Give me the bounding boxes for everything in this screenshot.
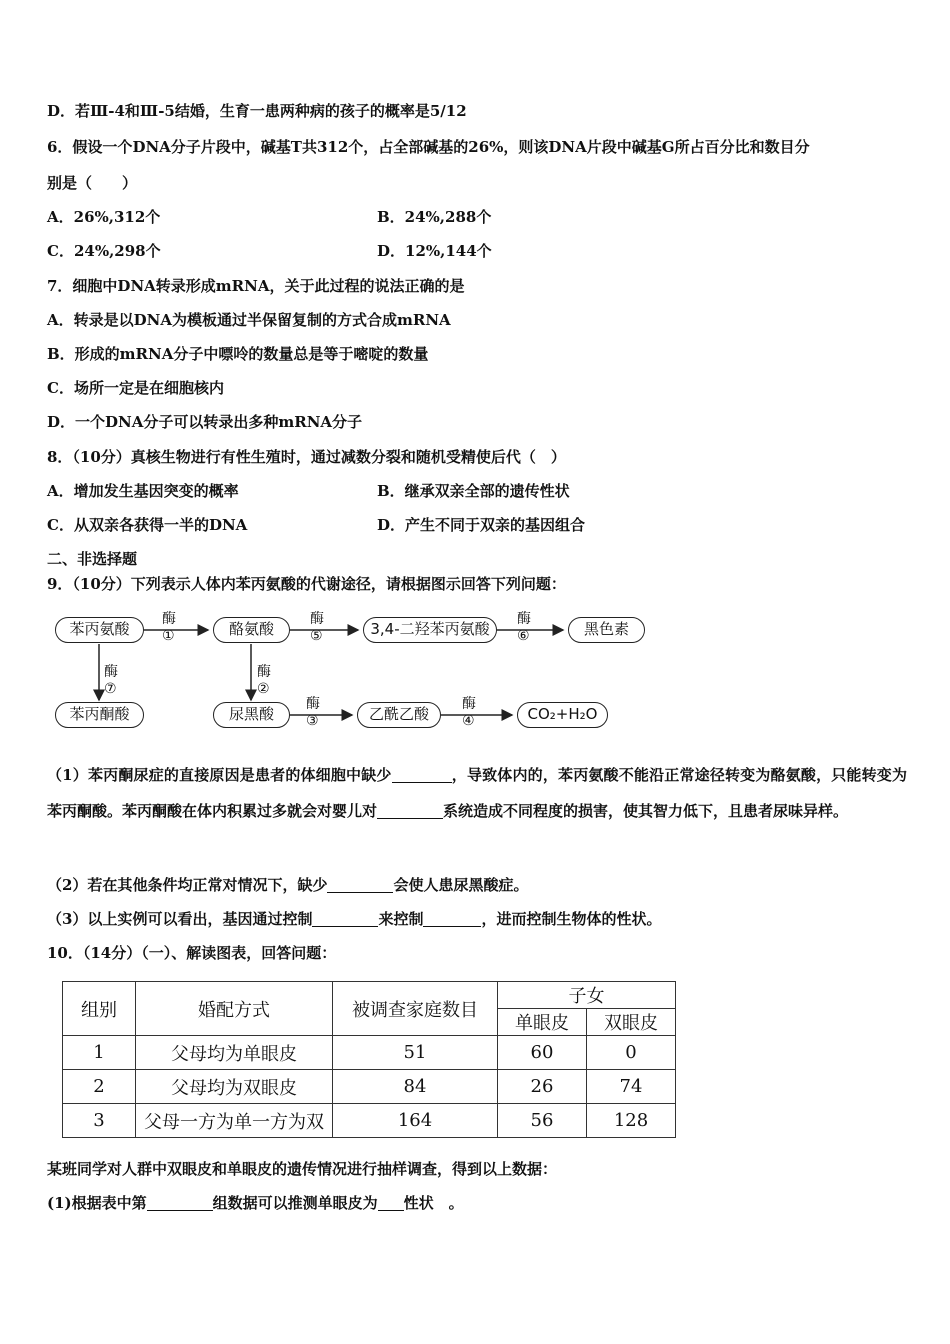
q8-option-a: A．增加发生基因突变的概率 xyxy=(47,482,239,500)
q10-intro: 某班同学对人群中双眼皮和单眼皮的遗传情况进行抽样调查，得到以上数据： xyxy=(47,1160,558,1178)
label-enzyme-6: 酶⑥ xyxy=(517,611,531,644)
cell-mating: 父母均为双眼皮 xyxy=(136,1070,333,1104)
cell-group: 2 xyxy=(63,1070,136,1104)
q9-part1-blank-2[interactable] xyxy=(377,802,443,819)
q10-part1-text-c: 性状 。 xyxy=(403,1194,464,1212)
cell-group: 1 xyxy=(63,1036,136,1070)
label-enzyme-2: 酶② xyxy=(257,664,271,697)
q8-option-d: D．产生不同于双亲的基因组合 xyxy=(377,516,586,534)
header-mating: 婚配方式 xyxy=(136,982,333,1036)
q9-part2-text-b: 会使人患尿黑酸症。 xyxy=(393,876,529,894)
q10-part1-blank-2[interactable] xyxy=(378,1194,404,1211)
header-families: 被调查家庭数目 xyxy=(333,982,498,1036)
label-enzyme-3: 酶③ xyxy=(306,696,320,729)
q9-part3-text-c: ，进而控制生物体的性状。 xyxy=(481,910,662,928)
q8-option-b: B．继承双亲全部的遗传性状 xyxy=(377,482,570,500)
q9-part1-text-a: （1）苯丙酮尿症的直接原因是患者的体细胞中缺少 xyxy=(47,766,392,784)
cell-double: 74 xyxy=(587,1070,676,1104)
table-row xyxy=(63,1070,676,1104)
label-enzyme-7: 酶⑦ xyxy=(104,664,118,697)
q9-part2-text-a: （2）若在其他条件均正常对情况下，缺少 xyxy=(47,876,328,894)
header-offspring: 子女 xyxy=(498,982,676,1009)
cell-mating: 父母一方为单一方为双 xyxy=(136,1104,333,1138)
q7-option-c: C．场所一定是在细胞核内 xyxy=(47,379,224,397)
label-enzyme-1: 酶① xyxy=(162,611,176,644)
q10-part1 xyxy=(47,1193,464,1213)
node-homogentisate: 尿黑酸 xyxy=(213,702,290,728)
cell-single: 56 xyxy=(498,1104,587,1138)
q9-part2 xyxy=(47,875,528,895)
q10-part1-text-b: 组数据可以推测单眼皮为 xyxy=(212,1194,378,1212)
cell-double: 0 xyxy=(587,1036,676,1070)
q9-stem: 9．（10分）下列表示人体内苯丙氨酸的代谢途径，请根据图示回答下列问题： xyxy=(47,575,566,593)
header-group: 组别 xyxy=(63,982,136,1036)
q10-stem: 10．（14分）（一）、解读图表，回答问题： xyxy=(47,944,337,962)
q9-part3-text-a: （3）以上实例可以看出，基因通过控制 xyxy=(47,910,313,928)
q7-stem: 7．细胞中DNA转录形成mRNA，关于此过程的说法正确的是 xyxy=(47,277,465,295)
survey-table xyxy=(62,981,676,1138)
q9-part3 xyxy=(47,909,661,929)
cell-group: 3 xyxy=(63,1104,136,1138)
cell-single: 60 xyxy=(498,1036,587,1070)
cell-families: 51 xyxy=(333,1036,498,1070)
q9-part1-blank-1[interactable] xyxy=(392,766,452,783)
q9-part3-text-b: 来控制 xyxy=(378,910,424,928)
q6-stem-line2: 别是（ ） xyxy=(47,174,138,192)
node-tyrosine: 酪氨酸 xyxy=(213,617,290,643)
q6-option-a: A．26%,312个 xyxy=(47,208,161,226)
node-phenylalanine: 苯丙氨酸 xyxy=(55,617,144,643)
node-co2-h2o: CO₂+H₂O xyxy=(517,702,608,728)
header-single-eyelid: 单眼皮 xyxy=(498,1009,587,1036)
q7-option-d: D．一个DNA分子可以转录出多种mRNA分子 xyxy=(47,413,363,431)
q9-part1-text-b: ，导致体内的，苯丙氨酸不能沿正常途径转变为酪氨酸，只能转变为苯丙酮酸。苯丙酮酸在体内积累过多就会对婴儿对 xyxy=(47,766,907,820)
node-dopa: 3,4-二羟苯丙氨酸 xyxy=(363,617,497,643)
q6-option-d: D．12%,144个 xyxy=(377,242,492,260)
cell-families: 164 xyxy=(333,1104,498,1138)
q8-option-c: C．从双亲各获得一半的DNA xyxy=(47,516,248,534)
q9-part2-blank[interactable] xyxy=(327,876,393,893)
node-acetoacetate: 乙酰乙酸 xyxy=(357,702,441,728)
section-title: 二、非选择题 xyxy=(47,550,138,568)
q6-option-c: C．24%,298个 xyxy=(47,242,161,260)
table-row xyxy=(63,1104,676,1138)
header-double-eyelid: 双眼皮 xyxy=(587,1009,676,1036)
q5-option-d: D．若Ⅲ-4和Ⅲ-5结婚，生育一患两种病的孩子的概率是5/12 xyxy=(47,102,467,120)
q10-part1-blank-1[interactable] xyxy=(147,1194,213,1211)
q7-option-a: A．转录是以DNA为模板通过半保留复制的方式合成mRNA xyxy=(47,311,451,329)
q7-option-b: B．形成的mRNA分子中嘌呤的数量总是等于嘧啶的数量 xyxy=(47,345,429,363)
q9-part1 xyxy=(47,757,907,829)
cell-single: 26 xyxy=(498,1070,587,1104)
node-phenylpyruvate: 苯丙酮酸 xyxy=(55,702,144,728)
q9-part1-text-c: 系统造成不同程度的损害，使其智力低下，且患者尿味异样。 xyxy=(443,802,849,820)
q6-stem-line1: 6．假设一个DNA分子片段中，碱基T共312个，占全部碱基的26%，则该DNA片段中碱基G所占百分比和数目分 xyxy=(47,138,810,156)
cell-mating: 父母均为单眼皮 xyxy=(136,1036,333,1070)
q9-part3-blank-1[interactable] xyxy=(312,910,378,927)
table-header-row xyxy=(63,982,676,1009)
q6-option-b: B．24%,288个 xyxy=(377,208,492,226)
label-enzyme-5: 酶⑤ xyxy=(310,611,324,644)
q10-part1-text-a: (1)根据表中第 xyxy=(47,1194,147,1212)
q9-part3-blank-2[interactable] xyxy=(423,910,481,927)
table-row xyxy=(63,1036,676,1070)
node-melanin: 黑色素 xyxy=(568,617,645,643)
label-enzyme-4: 酶④ xyxy=(462,696,476,729)
cell-double: 128 xyxy=(587,1104,676,1138)
q8-stem: 8．（10分）真核生物进行有性生殖时，通过减数分裂和随机受精使后代（ ） xyxy=(47,448,566,466)
cell-families: 84 xyxy=(333,1070,498,1104)
